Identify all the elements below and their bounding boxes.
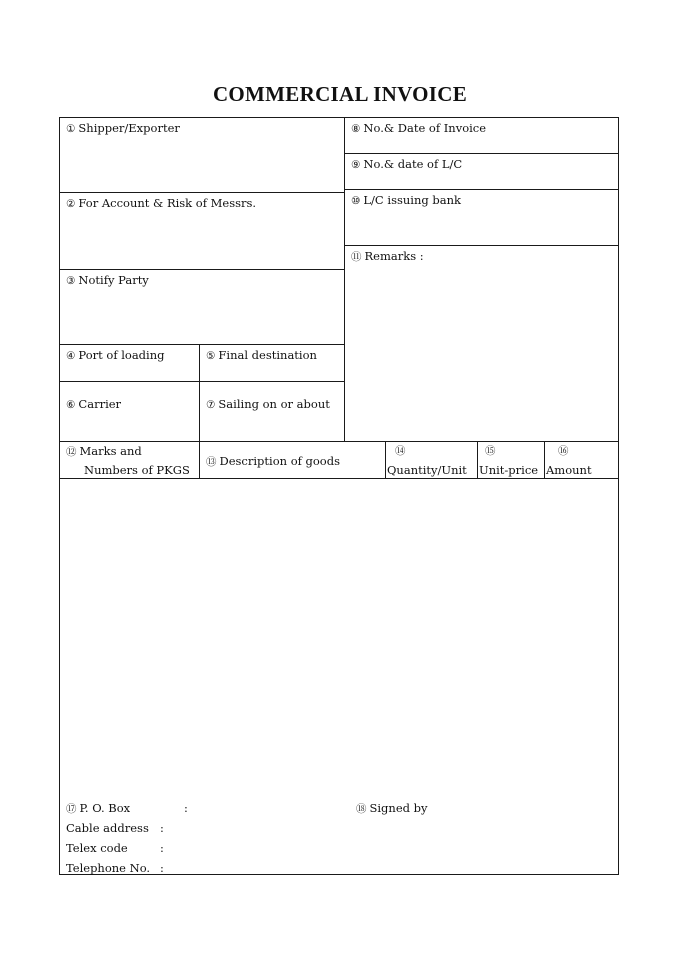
po-box-label: ⑰ P. O. Box — [66, 801, 131, 815]
cable-address-colon: : — [160, 821, 164, 835]
unit-price-header: Unit-price — [479, 463, 539, 477]
invoice-number-label: ⑧ No.& Date of Invoice — [351, 121, 487, 135]
telex-code-colon: : — [160, 841, 164, 855]
telephone-label: Telephone No. — [66, 861, 151, 875]
signed-by-label: ⑱ Signed by — [356, 801, 428, 815]
po-box-colon: : — [184, 801, 188, 815]
telex-code-label: Telex code — [66, 841, 128, 855]
remarks-label: ⑪ Remarks : — [351, 249, 424, 263]
quantity-header: Quantity/Unit — [387, 463, 467, 477]
shipper-label: ① Shipper/Exporter — [66, 121, 180, 135]
quantity-header-num: ⑭ — [395, 445, 406, 457]
marks-header: ⑫ Marks and — [66, 444, 142, 458]
notify-party-label: ③ Notify Party — [66, 273, 149, 287]
amount-header-num: ⑯ — [558, 445, 569, 457]
cable-address-label: Cable address — [66, 821, 149, 835]
description-header: ⑬ Description of goods — [206, 454, 340, 468]
lc-bank-label: ⑩ L/C issuing bank — [351, 193, 461, 207]
amount-header: Amount — [546, 463, 592, 477]
carrier-label: ⑥ Carrier — [66, 397, 122, 411]
telephone-colon: : — [160, 861, 164, 875]
sailing-label: ⑦ Sailing on or about — [206, 397, 330, 411]
account-label: ② For Account & Risk of Messrs. — [66, 196, 257, 210]
unit-price-header-num: ⑮ — [485, 445, 496, 457]
final-destination-label: ⑤ Final destination — [206, 348, 317, 362]
document-title: COMMERCIAL INVOICE — [212, 82, 468, 106]
port-of-loading-label: ④ Port of loading — [66, 348, 165, 362]
marks-header-line2: Numbers of PKGS — [84, 463, 190, 477]
lc-number-label: ⑨ No.& date of L/C — [351, 157, 463, 171]
